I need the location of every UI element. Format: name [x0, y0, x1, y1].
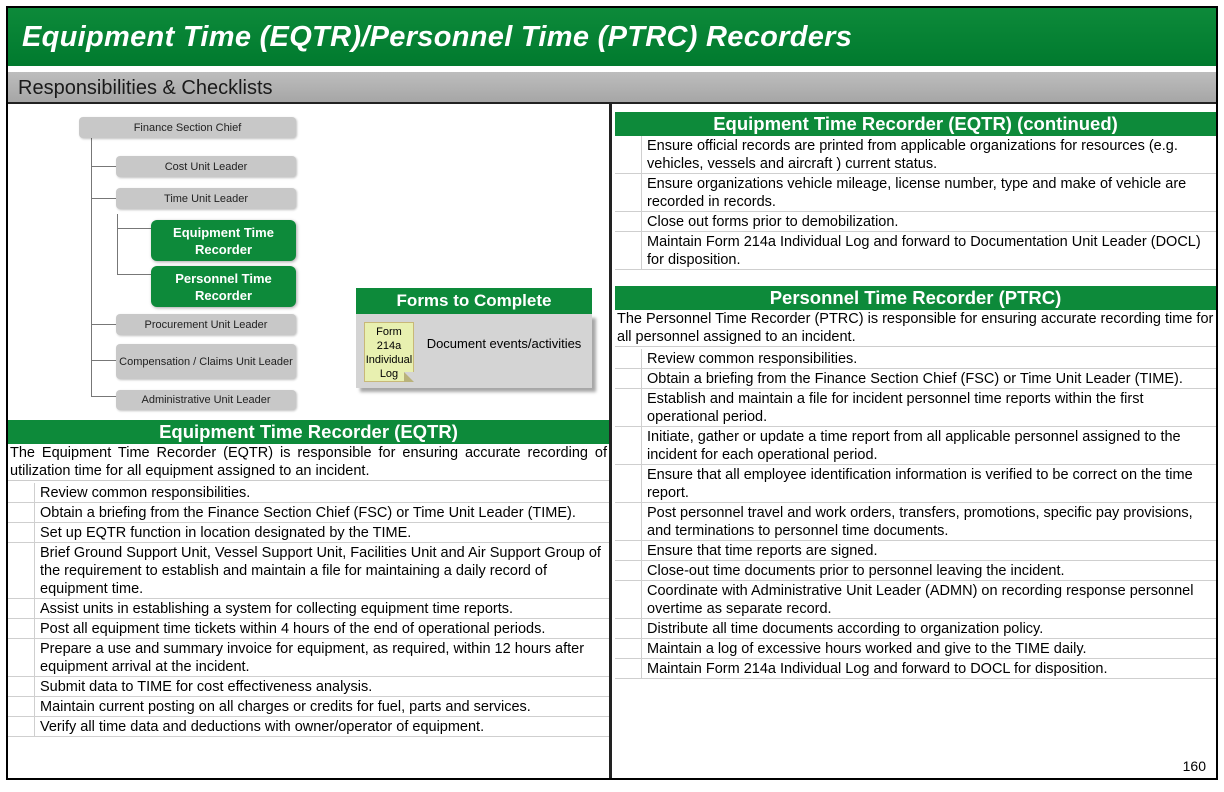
eqtr-intro: The Equipment Time Recorder (EQTR) is responsible for ensuring accurate recording of utilization time for all equipment assigned to an incident.: [10, 445, 607, 479]
ptrc-intro: The Personnel Time Recorder (PTRC) is responsible for ensuring accurate recording time for all personnel assigned to an incident.: [615, 310, 1216, 347]
right-column: [615, 104, 1216, 780]
checklist-item: [8, 599, 609, 619]
checklist-item: [8, 619, 609, 639]
eqtr-continued-header: Equipment Time Recorder (EQTR) (continued): [615, 112, 1216, 136]
checkbox-cell: [615, 639, 642, 658]
checklist-item: [615, 427, 1216, 465]
org-connector: [91, 324, 116, 325]
checklist-item-text: Ensure official records are printed from applicable organizations for resources (e.g. vehicles, vessels and aircraft ) current status.: [647, 138, 1178, 172]
forms-body: [356, 314, 592, 388]
checklist-item: [615, 619, 1216, 639]
checklist-item-text: Initiate, gather or update a time report from all applicable personnel assigned to the incident for each operational period.: [647, 429, 1181, 463]
org-time-unit-leader: Time Unit Leader: [116, 188, 296, 209]
checklist-item: [615, 349, 1216, 369]
org-connector: [117, 214, 118, 274]
checklist-item-text: Post personnel travel and work orders, transfers, promotions, specific pay provisions, and terminations to personnel time documents.: [647, 505, 1193, 539]
checklist-item: [615, 232, 1216, 270]
checklist-item: [8, 717, 609, 737]
eqtr-continued-checklist: [615, 136, 1216, 270]
checklist-item-text: Review common responsibilities.: [647, 351, 858, 367]
org-connector: [117, 274, 151, 275]
checklist-item: [615, 369, 1216, 389]
checklist-item-text: Maintain current posting on all charges or credits for fuel, parts and services.: [40, 699, 531, 715]
checklist-item: [615, 541, 1216, 561]
checkbox-cell: [8, 619, 35, 638]
checklist-item: [615, 659, 1216, 679]
checkbox-cell: [8, 717, 35, 736]
title-bar: [8, 8, 1216, 66]
checkbox-cell: [615, 619, 642, 638]
checkbox-cell: [8, 677, 35, 696]
checkbox-cell: [8, 523, 35, 542]
checkbox-cell: [615, 427, 642, 464]
checklist-item-text: Prepare a use and summary invoice for equipment, as required, within 12 hours after equipment arrival at the incident.: [40, 641, 585, 675]
org-cost-unit-leader: Cost Unit Leader: [116, 156, 296, 177]
checklist-item: [615, 581, 1216, 619]
org-connector: [91, 396, 116, 397]
checkbox-cell: [615, 136, 642, 173]
org-administrative-unit-leader: Administrative Unit Leader: [116, 390, 296, 410]
checklist-item: [8, 697, 609, 717]
checklist-item-text: Obtain a briefing from the Finance Section Chief (FSC) or Time Unit Leader (TIME).: [40, 505, 576, 521]
checklist-item: [615, 174, 1216, 212]
org-connector: [117, 228, 151, 229]
checklist-item-text: Set up EQTR function in location designated by the TIME.: [40, 525, 412, 541]
checklist-item-text: Brief Ground Support Unit, Vessel Support Unit, Facilities Unit and Air Support Group of the requirement to establish and maintain a file for maintaining a daily record of equipment time.: [40, 545, 601, 597]
checklist-item-text: Ensure that time reports are signed.: [647, 543, 878, 559]
checklist-item: [615, 465, 1216, 503]
forms-to-complete: [356, 288, 600, 396]
eqtr-header: Equipment Time Recorder (EQTR): [8, 420, 609, 444]
checkbox-cell: [615, 541, 642, 560]
checklist-item: [8, 503, 609, 523]
eqtr-checklist: [8, 483, 609, 737]
org-compensation-claims-unit-leader: Compensation / Claims Unit Leader: [116, 344, 296, 379]
checklist-item: [8, 523, 609, 543]
checklist-item-text: Obtain a briefing from the Finance Section Chief (FSC) or Time Unit Leader (TIME).: [647, 371, 1183, 387]
checkbox-cell: [615, 503, 642, 540]
checklist-item-text: Review common responsibilities.: [40, 485, 251, 501]
left-column: [8, 104, 612, 780]
org-chart: [8, 104, 612, 412]
org-procurement-unit-leader: Procurement Unit Leader: [116, 314, 296, 335]
page-title: Equipment Time (EQTR)/Personnel Time (PTRC) Recorders: [22, 21, 853, 53]
ptrc-checklist: [615, 349, 1216, 679]
checkbox-cell: [615, 232, 642, 269]
checklist-item-text: Close-out time documents prior to personnel leaving the incident.: [647, 563, 1065, 579]
checklist-item-text: Coordinate with Administrative Unit Leader (ADMN) on recording response personnel overtime as separate record.: [647, 583, 1194, 617]
checklist-item-text: Ensure that all employee identification information is verified to be correct on the time report.: [647, 467, 1193, 501]
checklist-item: [615, 639, 1216, 659]
checklist-item-text: Post all equipment time tickets within 4 hours of the end of operational periods.: [40, 621, 546, 637]
org-connector: [91, 138, 92, 396]
checklist-item: [8, 639, 609, 677]
org-connector: [91, 360, 116, 361]
org-connector: [91, 166, 116, 167]
page-number: 160: [1182, 758, 1206, 774]
checkbox-cell: [615, 349, 642, 368]
checkbox-cell: [8, 483, 35, 502]
checkbox-cell: [615, 369, 642, 388]
checklist-item-text: Maintain Form 214a Individual Log and forward to DOCL for disposition.: [647, 661, 1108, 677]
checkbox-cell: [8, 503, 35, 522]
checklist-item-text: Establish and maintain a file for incident personnel time reports within the first operational period.: [647, 391, 1144, 425]
checkbox-cell: [615, 212, 642, 231]
checklist-item-text: Ensure organizations vehicle mileage, license number, type and make of vehicle are recorded in records.: [647, 176, 1187, 210]
checklist-item: [615, 136, 1216, 174]
org-finance-section-chief: Finance Section Chief: [79, 117, 296, 138]
checkbox-cell: [615, 659, 642, 678]
checkbox-cell: [615, 465, 642, 502]
checklist-item-text: Verify all time data and deductions with owner/operator of equipment.: [40, 719, 485, 735]
ptrc-header: Personnel Time Recorder (PTRC): [615, 286, 1216, 310]
checkbox-cell: [8, 697, 35, 716]
checklist-item: [615, 212, 1216, 232]
checklist-item-text: Assist units in establishing a system for collecting equipment time reports.: [40, 601, 514, 617]
checklist-item: [8, 543, 609, 599]
org-equipment-time-recorder: Equipment Time Recorder: [151, 220, 296, 261]
checklist-item-text: Close out forms prior to demobilization.: [647, 214, 899, 230]
form-214a-note: [364, 322, 414, 382]
page-frame: [6, 6, 1218, 780]
form-description: Document events/activities: [426, 336, 582, 351]
checklist-item: [8, 483, 609, 503]
checkbox-cell: [615, 174, 642, 211]
checkbox-cell: [8, 599, 35, 618]
checklist-item: [615, 389, 1216, 427]
forms-header: Forms to Complete: [356, 288, 592, 314]
checkbox-cell: [8, 543, 35, 598]
checklist-item: [8, 677, 609, 697]
org-personnel-time-recorder: Personnel Time Recorder: [151, 266, 296, 307]
checklist-item-text: Maintain a log of excessive hours worked and give to the TIME daily.: [647, 641, 1087, 657]
checklist-item: [615, 503, 1216, 541]
page-subtitle: Responsibilities & Checklists: [8, 72, 1216, 104]
checklist-item-text: Submit data to TIME for cost effectiveness analysis.: [40, 679, 373, 695]
checkbox-cell: [615, 561, 642, 580]
checkbox-cell: [615, 581, 642, 618]
note-fold: [404, 372, 414, 382]
org-connector: [91, 198, 116, 199]
checklist-item-text: Distribute all time documents according to organization policy.: [647, 621, 1044, 637]
checkbox-cell: [8, 639, 35, 676]
checkbox-cell: [615, 389, 642, 426]
checklist-item: [615, 561, 1216, 581]
checklist-item-text: Maintain Form 214a Individual Log and forward to Documentation Unit Leader (DOCL) for disposition.: [647, 234, 1201, 268]
form-214a-label: Form 214a Individual Log: [365, 326, 413, 380]
